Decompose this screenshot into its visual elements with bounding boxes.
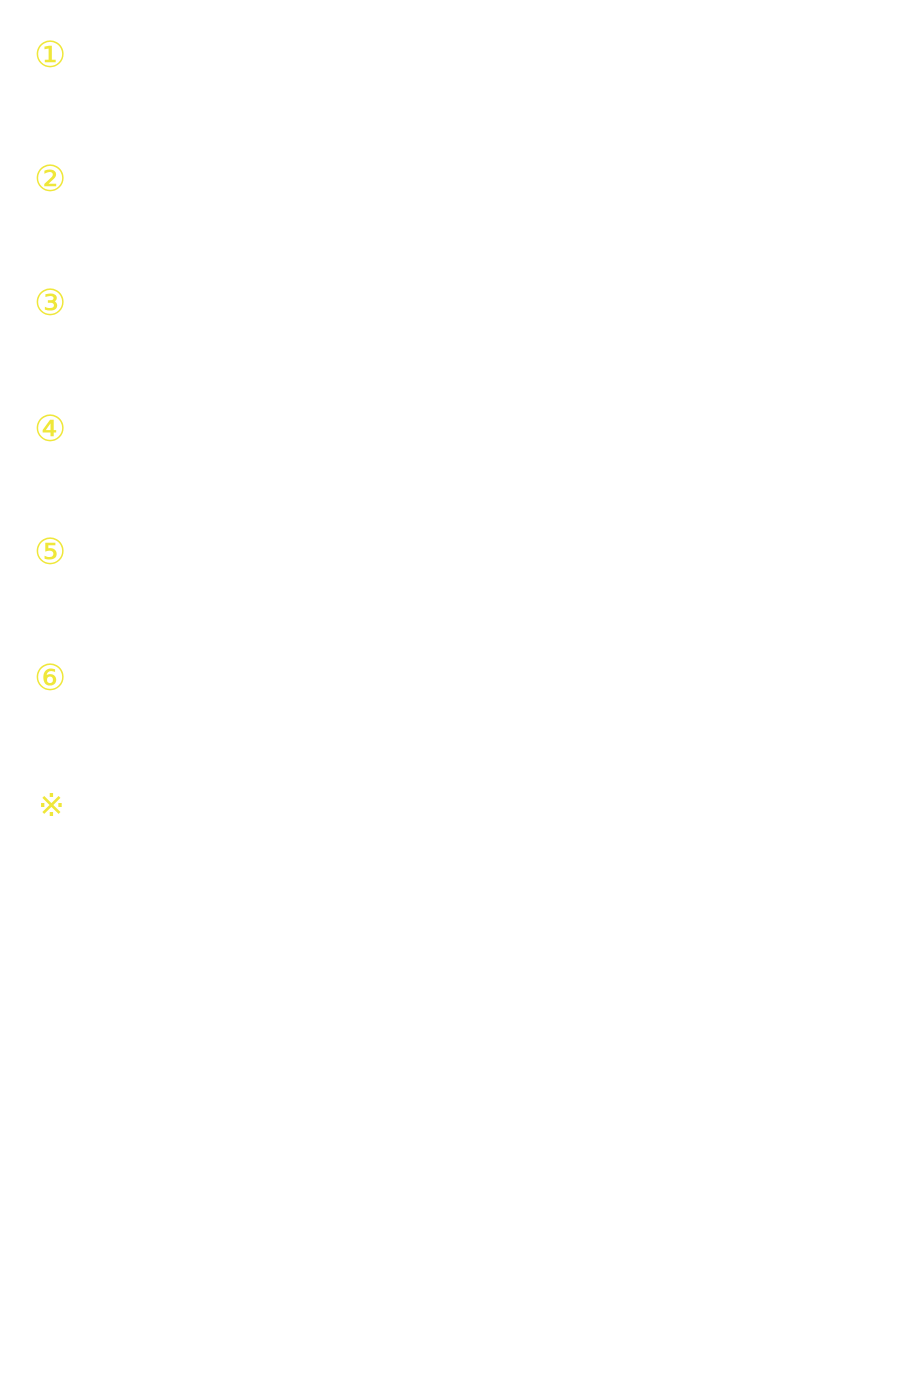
- circled-number-1: ①: [34, 35, 67, 76]
- circled-number-5: ⑤: [34, 532, 67, 573]
- circled-number-6: ⑥: [34, 658, 67, 699]
- circled-number-3: ③: [34, 283, 67, 324]
- reference-mark-icon: ※: [38, 786, 65, 824]
- circled-number-4: ④: [34, 409, 67, 450]
- circled-number-2: ②: [34, 159, 67, 200]
